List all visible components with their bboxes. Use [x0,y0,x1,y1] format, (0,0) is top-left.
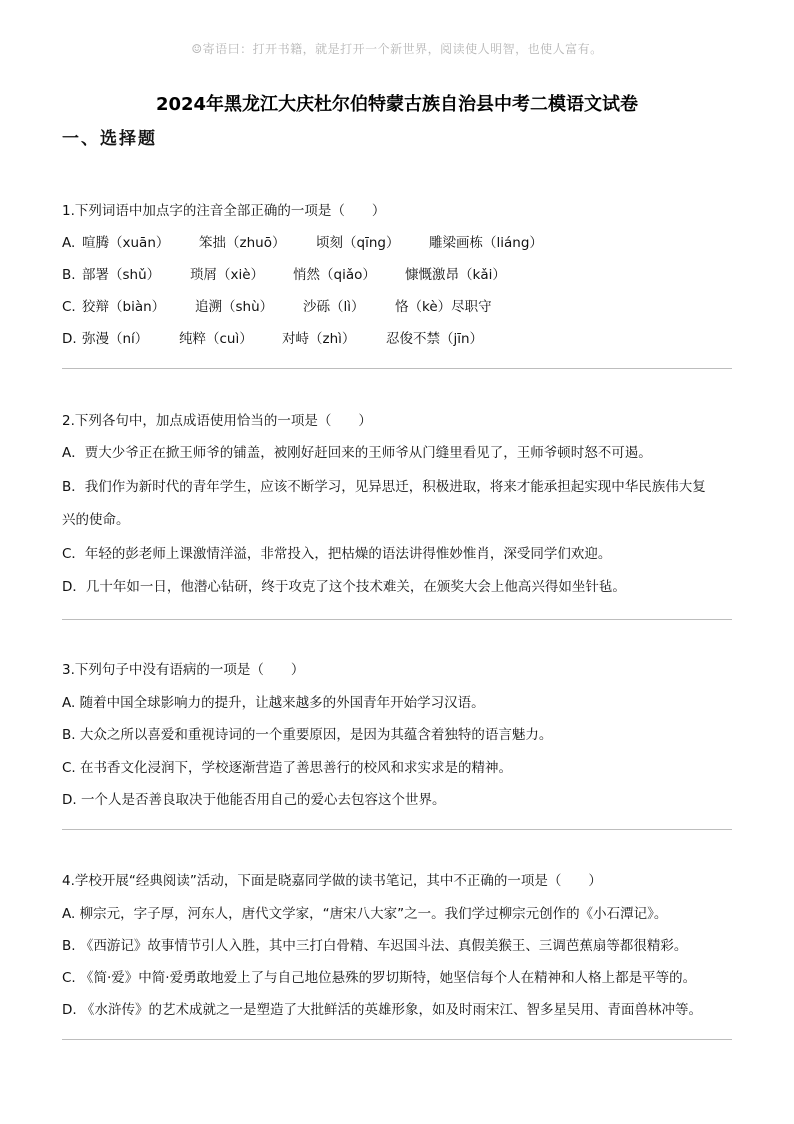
question-4-stem: 4.学校开展“经典阅读”活动，下面是晓嘉同学做的读书笔记，其中不正确的一项是（ ） [62,873,602,889]
question-1-option-c [62,298,732,316]
question-4-option-a: A. 柳宗元，字子厚，河东人，唐代文学家，“唐宋八大家”之一。我们学过柳宗元创作的《小石潭记》。 [62,906,668,922]
divider [62,619,732,620]
divider [62,368,732,369]
option-item: 顷刻（qīng） [316,235,400,251]
question-3-option-d: D. 一个人是否善良取决于他能否用自己的爱心去包容这个世界。 [62,792,446,808]
option-item: 追溯（shù） [195,299,274,315]
question-4-option-c: C. 《简·爱》中简·爱勇敢地爱上了与自己地位悬殊的罗切斯特，她坚信每个人在精神和人格上都是平等的。 [62,970,697,986]
option-item: 笨拙（zhuō） [199,235,286,251]
question-2-option-c: C．年轻的彭老师上课激情洋溢，非常投入，把枯燥的语法讲得惟妙惟肖，深受同学们欢迎。 [62,546,612,562]
question-2-option-b: B．我们作为新时代的青年学生，应该不断学习，见异思迁，积极进取，将来才能承担起实现中华民族伟大复 [62,479,706,495]
option-item: 慷慨激昂（kǎi） [405,267,506,283]
question-3-stem: 3.下列句子中没有语病的一项是（ ） [62,662,305,678]
option-item: 狡辩（biàn） [82,299,166,315]
option-item: 部署（shǔ） [82,267,161,283]
question-2-option-a: A．贾大少爷正在掀王师爷的铺盖，被刚好赶回来的王师爷从门缝里看见了，王师爷顿时怒不可遏。 [62,445,652,461]
question-2-stem: 2.下列各句中，加点成语使用恰当的一项是（ ） [62,413,372,429]
option-item: 沙砾（lì） [303,299,365,315]
divider [62,1039,732,1040]
question-1-stem: 1.下列词语中加点字的注音全部正确的一项是（ ） [62,203,386,219]
option-label: D. [62,331,77,347]
option-label: C. [62,299,76,315]
option-item: 弥漫（ní） [82,331,149,347]
motto-header: ☺寄语曰：打开书籍，就是打开一个新世界，阅读使人明智，也使人富有。 [191,42,603,56]
question-3-option-a: A. 随着中国全球影响力的提升，让越来越多的外国青年开始学习汉语。 [62,695,485,711]
option-item: 对峙（zhì） [282,331,356,347]
question-1-option-d [62,330,732,348]
option-label: B. [62,267,76,283]
option-item: 琐屑（xiè） [190,267,265,283]
question-2-option-b-continued: 兴的使命。 [62,512,130,528]
question-2-option-d: D．几十年如一日，他潜心钻研，终于攻克了这个技术难关，在颁奖大会上他高兴得如坐针毡。 [62,579,626,595]
option-item: 悄然（qiǎo） [293,267,376,283]
option-item: 雕梁画栋（liáng） [429,235,543,251]
question-1-option-a [62,234,732,252]
option-item: 恪（kè）尽职守 [395,299,492,315]
option-item: 忍俊不禁（jīn） [386,331,484,347]
question-4-option-b: B. 《西游记》故事情节引人入胜，其中三打白骨精、车迟国斗法、真假美猴王、三调芭蕉扇等都很精彩。 [62,938,688,954]
question-3-option-b: B. 大众之所以喜爱和重视诗词的一个重要原因，是因为其蕴含着独特的语言魅力。 [62,727,553,743]
section-heading: 一、选择题 [62,129,157,149]
divider [62,829,732,830]
page-title: 2024年黑龙江大庆杜尔伯特蒙古族自治县中考二模语文试卷 [155,94,639,115]
option-item: 喧腾（xuān） [82,235,170,251]
question-1-option-b [62,266,732,284]
question-4-option-d: D. 《水浒传》的艺术成就之一是塑造了大批鲜活的英雄形象，如及时雨宋江、智多星吴用、青面兽林冲等。 [62,1002,702,1018]
option-label: A. [62,235,76,251]
question-3-option-c: C. 在书香文化浸润下，学校逐渐营造了善思善行的校风和求实求是的精神。 [62,760,513,776]
option-item: 纯粹（cuì） [179,331,253,347]
